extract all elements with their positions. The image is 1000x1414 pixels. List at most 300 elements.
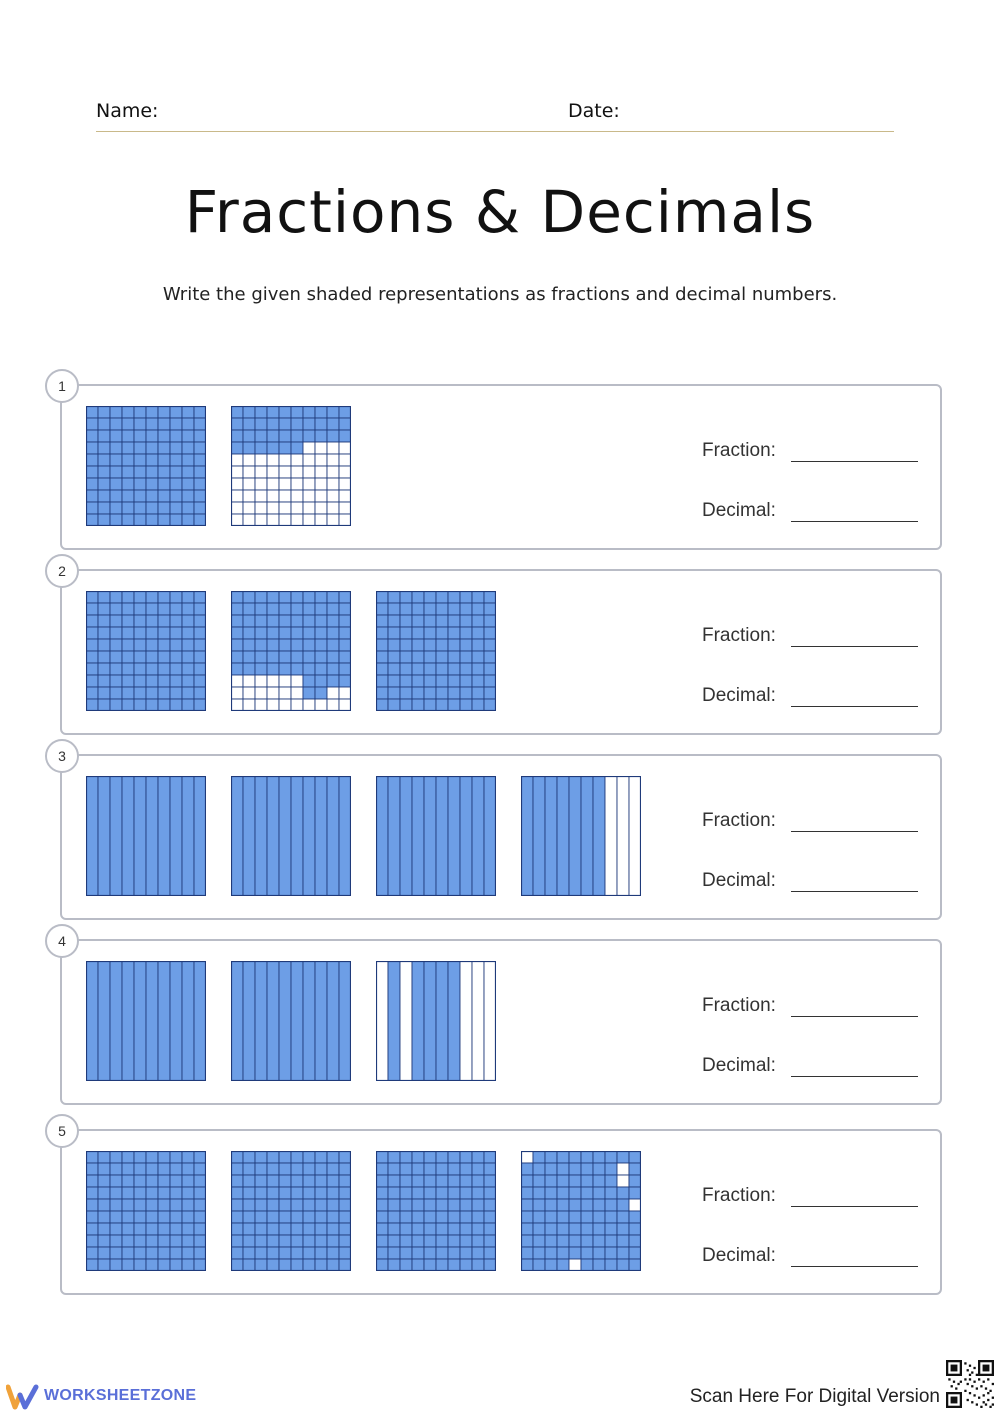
shaded-cell xyxy=(146,591,158,603)
shaded-cell xyxy=(158,442,170,454)
shaded-cell xyxy=(376,627,388,639)
shaded-cell xyxy=(291,1223,303,1235)
shaded-cell xyxy=(134,627,146,639)
shaded-cell xyxy=(86,603,98,615)
shaded-cell xyxy=(146,699,158,711)
empty-cell xyxy=(231,454,243,466)
shaded-cell xyxy=(110,615,122,627)
shaded-cell xyxy=(86,663,98,675)
shaded-cell xyxy=(122,1259,134,1271)
shaded-cell xyxy=(339,418,351,430)
shaded-cell xyxy=(436,1175,448,1187)
shaded-cell xyxy=(110,442,122,454)
tenths-strip-model xyxy=(231,776,351,896)
shaded-cell xyxy=(98,651,110,663)
shaded-cell xyxy=(146,627,158,639)
empty-cell xyxy=(339,514,351,526)
shaded-cell xyxy=(303,406,315,418)
fraction-answer-line[interactable] xyxy=(791,1016,918,1017)
shaded-cell xyxy=(267,1235,279,1247)
fraction-answer-line[interactable] xyxy=(791,461,918,462)
shaded-cell xyxy=(231,430,243,442)
shaded-strip xyxy=(327,961,339,1081)
shaded-strip xyxy=(182,961,194,1081)
shaded-cell xyxy=(424,687,436,699)
shaded-cell xyxy=(170,615,182,627)
shaded-cell xyxy=(231,627,243,639)
empty-cell xyxy=(315,502,327,514)
shaded-cell xyxy=(122,1187,134,1199)
shaded-cell xyxy=(521,1223,533,1235)
shaded-cell xyxy=(134,418,146,430)
shaded-cell xyxy=(267,639,279,651)
shaded-strip xyxy=(327,776,339,896)
shaded-cell xyxy=(243,442,255,454)
shaded-cell xyxy=(243,406,255,418)
problem-5 xyxy=(58,1123,942,1295)
shaded-cell xyxy=(315,603,327,615)
shaded-cell xyxy=(122,406,134,418)
shaded-cell xyxy=(98,514,110,526)
empty-strip xyxy=(472,961,484,1081)
fraction-answer-line[interactable] xyxy=(791,831,918,832)
shaded-cell xyxy=(279,1247,291,1259)
shaded-cell xyxy=(400,1247,412,1259)
shaded-cell xyxy=(231,1199,243,1211)
shaded-cell xyxy=(279,1223,291,1235)
shaded-cell xyxy=(86,490,98,502)
shaded-cell xyxy=(472,591,484,603)
shaded-cell xyxy=(122,1163,134,1175)
hundred-grid-model xyxy=(376,591,496,711)
decimal-answer-line[interactable] xyxy=(791,891,918,892)
shaded-cell xyxy=(86,687,98,699)
shaded-cell xyxy=(448,615,460,627)
shaded-cell xyxy=(267,1163,279,1175)
shaded-cell xyxy=(545,1211,557,1223)
empty-strip xyxy=(605,776,617,896)
shaded-cell xyxy=(182,1259,194,1271)
shaded-cell xyxy=(605,1175,617,1187)
shaded-cell xyxy=(243,430,255,442)
shaded-cell xyxy=(388,699,400,711)
empty-cell xyxy=(231,490,243,502)
shaded-cell xyxy=(170,1259,182,1271)
shaded-cell xyxy=(436,687,448,699)
shaded-cell xyxy=(110,430,122,442)
shaded-cell xyxy=(400,1151,412,1163)
shaded-cell xyxy=(194,1247,206,1259)
shaded-cell xyxy=(267,651,279,663)
shaded-cell xyxy=(448,1259,460,1271)
shaded-cell xyxy=(122,1199,134,1211)
shaded-cell xyxy=(315,406,327,418)
shaded-cell xyxy=(146,418,158,430)
shaded-cell xyxy=(170,490,182,502)
shaded-cell xyxy=(243,615,255,627)
shaded-cell xyxy=(110,675,122,687)
shaded-cell xyxy=(134,502,146,514)
shaded-strip xyxy=(86,961,98,1081)
shaded-strip xyxy=(231,776,243,896)
shaded-cell xyxy=(400,699,412,711)
decimal-label: Decimal: xyxy=(702,500,776,521)
logo-icon xyxy=(6,1383,40,1411)
shaded-cell xyxy=(158,514,170,526)
shaded-cell xyxy=(376,1199,388,1211)
shaded-cell xyxy=(291,1247,303,1259)
shaded-cell xyxy=(557,1151,569,1163)
shaded-cell xyxy=(581,1187,593,1199)
shaded-cell xyxy=(182,1163,194,1175)
empty-cell xyxy=(339,699,351,711)
shaded-cell xyxy=(194,627,206,639)
shaded-cell xyxy=(86,454,98,466)
empty-cell xyxy=(243,675,255,687)
shaded-cell xyxy=(231,406,243,418)
shaded-cell xyxy=(315,591,327,603)
shaded-cell xyxy=(279,430,291,442)
shaded-cell xyxy=(545,1235,557,1247)
shaded-cell xyxy=(472,1211,484,1223)
shaded-cell xyxy=(98,1247,110,1259)
shaded-cell xyxy=(581,1151,593,1163)
shaded-cell xyxy=(327,639,339,651)
shaded-strip xyxy=(400,776,412,896)
shaded-cell xyxy=(86,651,98,663)
empty-cell xyxy=(231,699,243,711)
shaded-cell xyxy=(327,651,339,663)
shaded-cell xyxy=(400,1199,412,1211)
shaded-cell xyxy=(170,687,182,699)
shaded-cell xyxy=(146,430,158,442)
empty-cell xyxy=(243,514,255,526)
shaded-cell xyxy=(484,1235,496,1247)
shaded-cell xyxy=(629,1175,641,1187)
shaded-cell xyxy=(170,591,182,603)
shaded-cell xyxy=(388,1223,400,1235)
shaded-cell xyxy=(448,663,460,675)
shaded-cell xyxy=(158,1223,170,1235)
shaded-cell xyxy=(460,1199,472,1211)
shaded-cell xyxy=(122,603,134,615)
shaded-cell xyxy=(255,430,267,442)
shaded-cell xyxy=(158,687,170,699)
fraction-answer-line[interactable] xyxy=(791,646,918,647)
shaded-cell xyxy=(255,418,267,430)
shaded-cell xyxy=(158,1151,170,1163)
shaded-cell xyxy=(182,1199,194,1211)
shaded-cell xyxy=(303,1151,315,1163)
shaded-cell xyxy=(122,615,134,627)
shaded-cell xyxy=(158,406,170,418)
decimal-answer-line[interactable] xyxy=(791,706,918,707)
shaded-cell xyxy=(110,1259,122,1271)
shaded-cell xyxy=(86,1211,98,1223)
empty-cell xyxy=(255,478,267,490)
shaded-cell xyxy=(593,1211,605,1223)
shaded-cell xyxy=(86,1247,98,1259)
shaded-cell xyxy=(327,627,339,639)
shaded-cell xyxy=(267,615,279,627)
shaded-cell xyxy=(255,615,267,627)
shaded-cell xyxy=(629,1223,641,1235)
shaded-cell xyxy=(146,1223,158,1235)
shaded-cell xyxy=(569,1211,581,1223)
shaded-cell xyxy=(182,591,194,603)
shaded-cell xyxy=(545,1163,557,1175)
shaded-cell xyxy=(182,406,194,418)
shaded-cell xyxy=(412,639,424,651)
shaded-cell xyxy=(569,1235,581,1247)
shaded-cell xyxy=(194,1211,206,1223)
shaded-cell xyxy=(376,1151,388,1163)
shaded-cell xyxy=(255,406,267,418)
shaded-cell xyxy=(194,675,206,687)
empty-cell xyxy=(569,1259,581,1271)
shaded-strip xyxy=(460,776,472,896)
shaded-cell xyxy=(231,418,243,430)
shaded-cell xyxy=(170,1247,182,1259)
shaded-cell xyxy=(279,603,291,615)
shaded-cell xyxy=(182,1211,194,1223)
shaded-cell xyxy=(98,687,110,699)
empty-cell xyxy=(303,502,315,514)
shaded-cell xyxy=(412,687,424,699)
shaded-cell xyxy=(182,430,194,442)
shaded-cell xyxy=(122,1223,134,1235)
shaded-cell xyxy=(533,1151,545,1163)
empty-cell xyxy=(629,1199,641,1211)
shaded-cell xyxy=(593,1223,605,1235)
shaded-cell xyxy=(376,603,388,615)
hundred-grid-model xyxy=(521,1151,641,1271)
shaded-cell xyxy=(376,1247,388,1259)
shaded-cell xyxy=(255,1211,267,1223)
shaded-cell xyxy=(424,603,436,615)
shaded-cell xyxy=(424,1175,436,1187)
shaded-cell xyxy=(448,603,460,615)
shaded-cell xyxy=(303,1247,315,1259)
shaded-cell xyxy=(424,1223,436,1235)
shaded-cell xyxy=(146,1187,158,1199)
shaded-cell xyxy=(291,442,303,454)
shaded-cell xyxy=(231,1235,243,1247)
shaded-cell xyxy=(605,1151,617,1163)
shaded-cell xyxy=(448,1175,460,1187)
shaded-cell xyxy=(569,1163,581,1175)
shaded-strip xyxy=(484,776,496,896)
shaded-cell xyxy=(122,1151,134,1163)
shaded-cell xyxy=(110,1247,122,1259)
empty-cell xyxy=(255,699,267,711)
shaded-cell xyxy=(182,675,194,687)
shaded-cell xyxy=(400,1223,412,1235)
shaded-cell xyxy=(86,1223,98,1235)
shaded-cell xyxy=(134,603,146,615)
shaded-cell xyxy=(182,454,194,466)
empty-cell xyxy=(255,490,267,502)
shaded-cell xyxy=(255,1199,267,1211)
shaded-cell xyxy=(521,1259,533,1271)
shaded-cell xyxy=(315,639,327,651)
shaded-cell xyxy=(400,627,412,639)
shaded-cell xyxy=(593,1163,605,1175)
shaded-cell xyxy=(339,406,351,418)
shaded-cell xyxy=(158,454,170,466)
shaded-cell xyxy=(339,1199,351,1211)
shaded-cell xyxy=(533,1199,545,1211)
shaded-cell xyxy=(170,1151,182,1163)
shaded-cell xyxy=(327,418,339,430)
shaded-cell xyxy=(303,1187,315,1199)
shaded-cell xyxy=(376,591,388,603)
decimal-answer-line[interactable] xyxy=(791,1266,918,1267)
shaded-strip xyxy=(339,961,351,1081)
shaded-cell xyxy=(194,418,206,430)
scan-text: Scan Here For Digital Version xyxy=(689,1386,940,1407)
shaded-strip xyxy=(255,776,267,896)
shaded-cell xyxy=(86,627,98,639)
empty-cell xyxy=(327,699,339,711)
shaded-cell xyxy=(605,1199,617,1211)
shaded-cell xyxy=(110,591,122,603)
shaded-cell xyxy=(339,1163,351,1175)
shaded-cell xyxy=(557,1199,569,1211)
shaded-cell xyxy=(158,663,170,675)
shaded-cell xyxy=(545,1151,557,1163)
shaded-cell xyxy=(122,663,134,675)
shaded-cell xyxy=(315,418,327,430)
empty-cell xyxy=(327,502,339,514)
shaded-cell xyxy=(194,454,206,466)
shaded-cell xyxy=(400,1259,412,1271)
shaded-cell xyxy=(424,1163,436,1175)
shaded-cell xyxy=(158,1211,170,1223)
problem-number: 4 xyxy=(45,924,79,958)
shaded-cell xyxy=(134,442,146,454)
shaded-cell xyxy=(472,615,484,627)
shaded-cell xyxy=(122,418,134,430)
shaded-cell xyxy=(182,1223,194,1235)
shaded-cell xyxy=(388,651,400,663)
shaded-cell xyxy=(122,514,134,526)
shaded-cell xyxy=(327,1175,339,1187)
decimal-answer-line[interactable] xyxy=(791,521,918,522)
shaded-cell xyxy=(557,1163,569,1175)
shaded-cell xyxy=(110,406,122,418)
shaded-cell xyxy=(170,1235,182,1247)
shaded-cell xyxy=(629,1247,641,1259)
shaded-cell xyxy=(472,1247,484,1259)
shaded-cell xyxy=(581,1223,593,1235)
shaded-cell xyxy=(182,1235,194,1247)
shaded-strip xyxy=(557,776,569,896)
shaded-cell xyxy=(436,1199,448,1211)
fraction-answer-line[interactable] xyxy=(791,1206,918,1207)
empty-cell xyxy=(315,442,327,454)
shaded-cell xyxy=(86,514,98,526)
shaded-cell xyxy=(110,1211,122,1223)
shaded-cell xyxy=(182,687,194,699)
shaded-cell xyxy=(484,1163,496,1175)
shaded-cell xyxy=(291,406,303,418)
page-title: Fractions & Decimals xyxy=(184,178,816,246)
shaded-cell xyxy=(98,1259,110,1271)
shaded-cell xyxy=(98,418,110,430)
shaded-cell xyxy=(122,466,134,478)
shaded-cell xyxy=(460,1187,472,1199)
shaded-cell xyxy=(448,1187,460,1199)
shaded-cell xyxy=(182,651,194,663)
shaded-cell xyxy=(170,1211,182,1223)
shaded-cell xyxy=(424,663,436,675)
shaded-cell xyxy=(436,1259,448,1271)
shaded-cell xyxy=(400,1175,412,1187)
instructions: Write the given shaded representations as fractions and decimal numbers. xyxy=(162,284,838,305)
empty-cell xyxy=(315,490,327,502)
shaded-cell xyxy=(412,1223,424,1235)
shaded-cell xyxy=(303,663,315,675)
shaded-cell xyxy=(315,627,327,639)
shaded-cell xyxy=(605,1163,617,1175)
shaded-cell xyxy=(376,1211,388,1223)
shaded-cell xyxy=(158,699,170,711)
shaded-cell xyxy=(533,1259,545,1271)
empty-cell xyxy=(231,687,243,699)
shaded-cell xyxy=(339,1235,351,1247)
shaded-cell xyxy=(460,687,472,699)
shaded-strip xyxy=(146,961,158,1081)
shaded-cell xyxy=(110,603,122,615)
shaded-cell xyxy=(303,1235,315,1247)
shaded-cell xyxy=(339,639,351,651)
decimal-answer-line[interactable] xyxy=(791,1076,918,1077)
empty-cell xyxy=(327,478,339,490)
shaded-cell xyxy=(557,1187,569,1199)
shaded-cell xyxy=(98,639,110,651)
shaded-cell xyxy=(98,1235,110,1247)
empty-strip xyxy=(460,961,472,1081)
shaded-cell xyxy=(484,1247,496,1259)
shaded-cell xyxy=(339,663,351,675)
shaded-cell xyxy=(448,627,460,639)
shaded-cell xyxy=(581,1259,593,1271)
shaded-cell xyxy=(194,490,206,502)
shaded-cell xyxy=(315,1235,327,1247)
shaded-strip xyxy=(122,961,134,1081)
shaded-cell xyxy=(194,699,206,711)
shaded-cell xyxy=(122,1211,134,1223)
shaded-cell xyxy=(533,1175,545,1187)
shaded-cell xyxy=(122,442,134,454)
empty-cell xyxy=(327,687,339,699)
shaded-cell xyxy=(267,603,279,615)
shaded-cell xyxy=(617,1259,629,1271)
hundred-grid-model xyxy=(231,1151,351,1271)
shaded-cell xyxy=(134,651,146,663)
shaded-cell xyxy=(484,687,496,699)
shaded-cell xyxy=(424,1211,436,1223)
shaded-cell xyxy=(291,1151,303,1163)
shaded-cell xyxy=(255,591,267,603)
shaded-cell xyxy=(110,1163,122,1175)
shaded-strip xyxy=(424,961,436,1081)
shaded-cell xyxy=(170,1199,182,1211)
qr-code-icon[interactable] xyxy=(946,1360,994,1408)
shaded-cell xyxy=(146,1235,158,1247)
shaded-cell xyxy=(182,514,194,526)
